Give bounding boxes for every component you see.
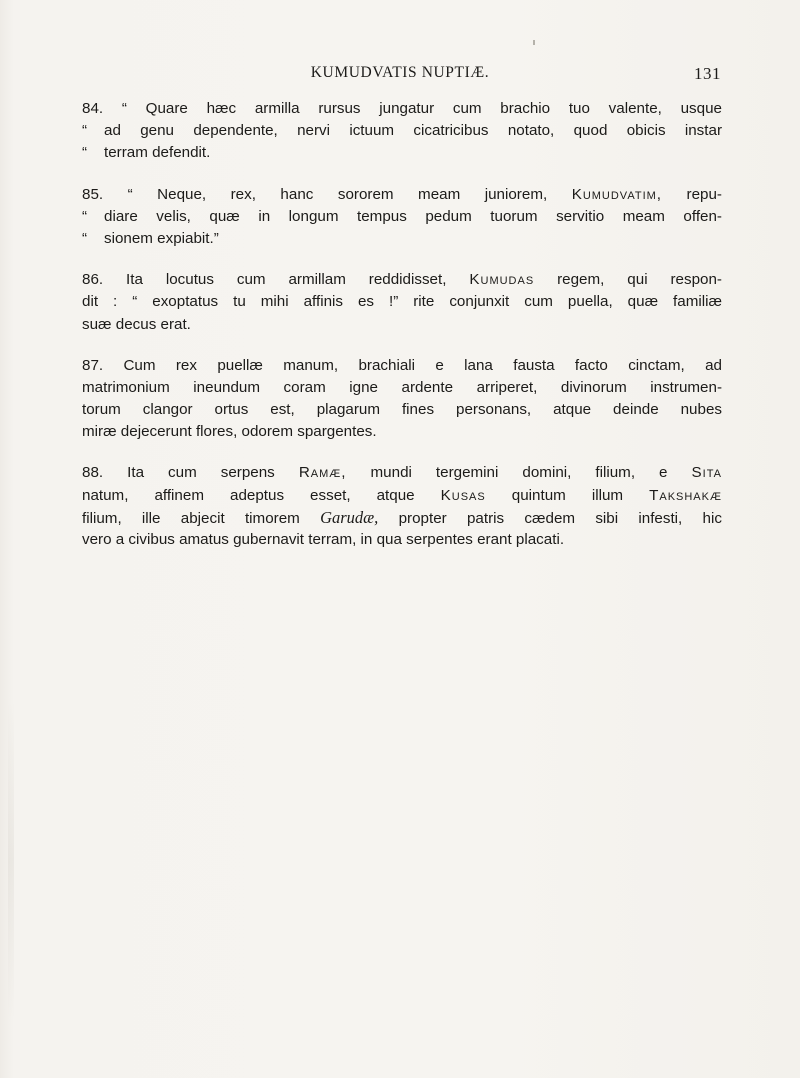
line-text: regem, qui respon- xyxy=(557,271,722,289)
italic-name: Garudæ, xyxy=(320,507,379,527)
proper-name: Kusas xyxy=(440,486,486,504)
line-text: ad genu dependente, nervi ictuum cicatricibus notato, quod obicis instar xyxy=(104,122,722,140)
text-line xyxy=(82,184,722,206)
line-text: natum, affinem adeptus esset, atque xyxy=(82,486,415,504)
running-title: KUMUDVATIS NUPTIÆ. xyxy=(310,64,490,81)
line-text: filium, ille abjecit timorem xyxy=(82,509,300,527)
paragraph-87 xyxy=(82,355,722,444)
proper-name: Kumudvatim, xyxy=(571,185,663,203)
text-line: torum clangor ortus est, plagarum fines personans, atque deinde nubes xyxy=(82,401,722,419)
text-line: 87. Cum rex puellæ manum, brachiali e lana fausta facto cinctam, ad xyxy=(82,356,722,374)
text-line xyxy=(82,485,722,507)
text-line: suæ decus erat. xyxy=(82,315,191,333)
line-text: propter patris cædem sibi infesti, hic xyxy=(398,509,722,527)
proper-name: Takshakæ xyxy=(649,486,722,504)
text-line xyxy=(82,507,722,529)
quote-mark: “ xyxy=(82,207,88,225)
text-line: 84. “ Quare hæc armilla rursus jungatur cum brachio tuo valente, usque xyxy=(82,100,722,117)
paragraph-85 xyxy=(82,184,722,251)
paragraph-88 xyxy=(82,462,722,551)
page-header xyxy=(0,60,800,90)
line-text: mundi tergemini domini, filium, e xyxy=(370,464,668,482)
proper-name: Ramæ, xyxy=(298,464,347,482)
page-edge-stain xyxy=(8,700,14,1020)
paragraph-86 xyxy=(82,269,722,336)
line-text: 88. Ita cum serpens xyxy=(82,464,275,482)
line-text: 86. Ita locutus cum armillam reddidisset, xyxy=(82,271,447,289)
quote-mark: “ xyxy=(82,229,88,247)
text-line xyxy=(82,269,722,291)
proper-name: Kumudas xyxy=(469,271,535,289)
text-line xyxy=(82,142,722,164)
page-number: 131 xyxy=(694,64,721,83)
text-line: matrimonium ineundum coram igne ardente arriperet, divinorum instrumen- xyxy=(82,378,722,396)
text-line: vero a civibus amatus gubernavit terram, in qua serpentes erant placati. xyxy=(82,531,565,548)
text-line xyxy=(82,120,722,142)
quote-mark: “ xyxy=(82,144,88,162)
page-speck xyxy=(533,40,535,45)
line-text: quintum illum xyxy=(511,486,624,504)
line-text: 85. “ Neque, rex, hanc sororem meam juniorem, xyxy=(82,185,548,203)
text-line xyxy=(82,228,722,250)
paragraph-84 xyxy=(82,98,722,165)
line-text: terram defendit. xyxy=(104,144,211,162)
text-line: dit : “ exoptatus tu mihi affinis es !” rite conjunxit cum puella, quæ familiæ xyxy=(82,293,722,311)
line-text: sionem expiabit.” xyxy=(104,229,219,247)
line-text: diare velis, quæ in longum tempus pedum tuorum servitio meam offen- xyxy=(104,207,722,225)
proper-name: Sita xyxy=(691,464,722,482)
text-line: miræ dejecerunt flores, odorem spargentes. xyxy=(82,423,377,441)
body-text xyxy=(82,98,722,570)
text-line xyxy=(82,462,722,484)
text-line xyxy=(82,206,722,228)
quote-mark: “ xyxy=(82,122,88,140)
line-text: repu- xyxy=(686,185,722,203)
